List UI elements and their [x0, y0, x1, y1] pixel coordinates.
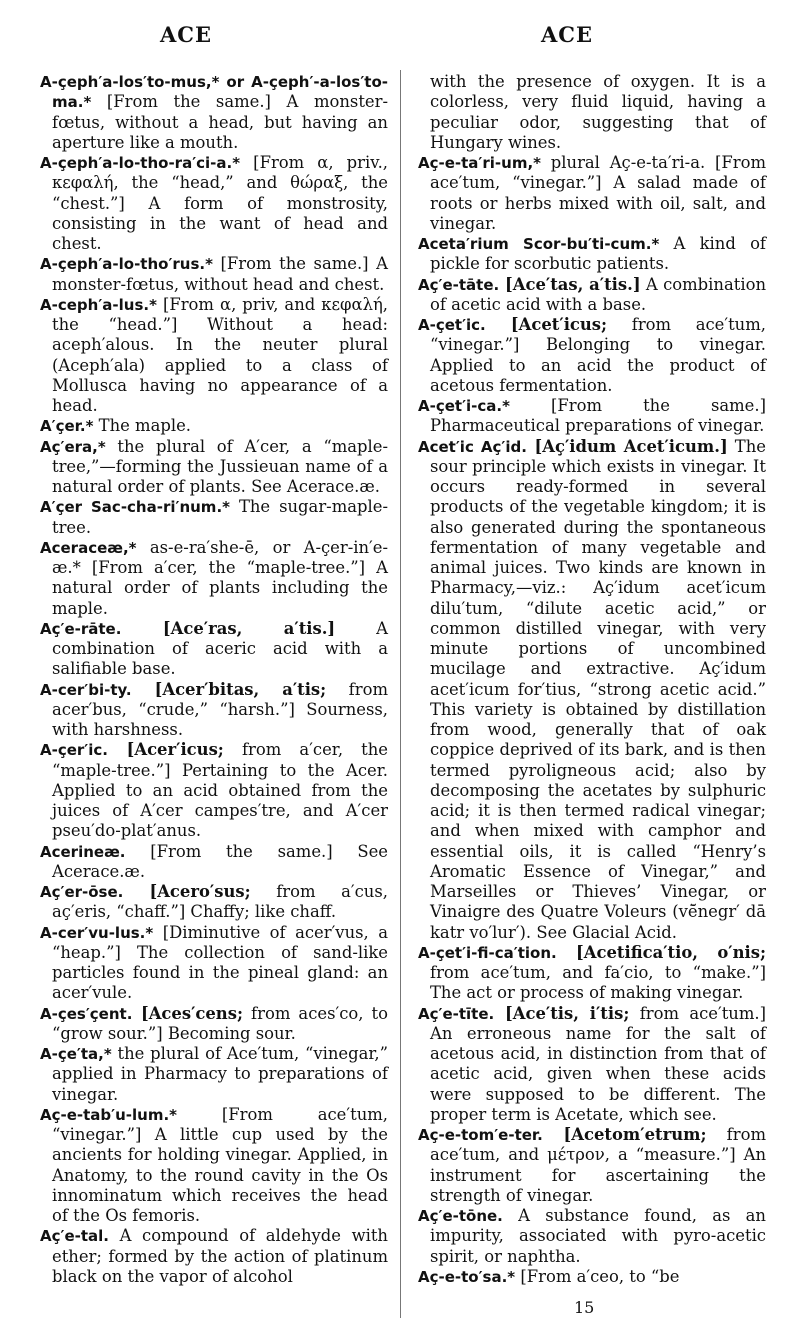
- entry-headword: Acet′ic Aç′id.: [418, 437, 527, 456]
- dictionary-entry: [40, 1004, 388, 1045]
- entry-headword: Aç-e-ta′ri-um,*: [418, 154, 541, 172]
- dictionary-entry: [40, 254, 388, 295]
- entry-definition: [From the same.] A monster-fœtus, without head and chest.: [52, 254, 388, 294]
- entry-definition: from a′cer, the “maple-tree.”] Pertaining to the Acer. Applied to an acid obtained from the juices of A′cer campes′tre, and A′cer pseu′do-plat′anus.: [52, 740, 389, 841]
- entry-definition: [From α, priv, and κεφαλή, the “head.”] Without a head: aceph′alous. In the neuter plural (Aceph′ala) applied to a class of Mollusca having no appearance of a head.: [52, 294, 388, 415]
- entry-headword: Aç-e-tab′u-lum.*: [40, 1105, 178, 1124]
- entry-latin-form: [Acero′sus;: [123, 882, 251, 901]
- right-column: [418, 72, 766, 1287]
- dictionary-entry: [418, 72, 766, 153]
- entry-headword: A-cer′bi-ty.: [40, 680, 132, 699]
- dictionary-entry: [418, 1004, 766, 1126]
- entry-definition: from aces′co, to “grow sour.”] Becoming sour.: [52, 1003, 388, 1043]
- dictionary-entry: [418, 153, 766, 234]
- dictionary-entry: [418, 1125, 766, 1206]
- entry-headword: A′çer.*: [40, 417, 94, 436]
- dictionary-entry: [418, 396, 766, 437]
- entry-latin-form: [Acer′icus;: [107, 740, 224, 760]
- entry-definition: [Diminutive of acer′vus, a “heap.”] The collection of sand-like particles found in the pineal gland: an acer′vule.: [52, 922, 388, 1003]
- entry-latin-form: [Acetifica′tio, o′nis;: [556, 942, 766, 962]
- entry-definition: [From the same.] See Acerace.æ.: [52, 841, 388, 881]
- entry-headword: Aceta′rium Scor-bu′ti-cum.*: [418, 235, 660, 253]
- entry-definition: with the presence of oxygen. It is a colorless, very fluid liquid, having a peculiar odor, suggesting that of Hungary wines.: [430, 72, 766, 152]
- running-head-right: ACE: [541, 22, 594, 47]
- entry-definition: [From ace′tum, “vinegar.”] A little cup used by the ancients for holding vinegar. Applied, in Anatomy, to the round cavity in the Os innominatum which receives the head of the Os femoris.: [52, 1104, 388, 1225]
- column-divider: [400, 70, 401, 1318]
- entry-definition: A substance found, as an impurity, associated with pyro-acetic spirit, or naphtha.: [430, 1206, 766, 1266]
- page-number: 15: [574, 1298, 595, 1317]
- entry-definition: A combination of aceric acid with a salifiable base.: [52, 618, 388, 679]
- dictionary-entry: [40, 538, 388, 619]
- entry-headword: Acerineæ.: [40, 842, 126, 861]
- entry-definition: the plural of A′cer, a “maple-tree,”—forming the Jussieuan name of a natural order of plants. See Acerace.æ.: [52, 436, 388, 496]
- entry-latin-form: [Ace′tis, i′tis;: [494, 1003, 630, 1023]
- entry-definition: [From the same.] Pharmaceutical preparations of vinegar.: [430, 396, 766, 436]
- entry-headword: Aç′era,*: [40, 437, 106, 456]
- entry-headword: Aç′e-tāte.: [418, 275, 500, 294]
- left-column: [40, 72, 388, 1287]
- dictionary-entry: [418, 1267, 766, 1287]
- entry-definition: The sugar-maple-tree.: [52, 497, 388, 537]
- entry-headword: Aç′e-tōne.: [418, 1207, 503, 1225]
- entry-headword: Aç′er-ōse.: [40, 883, 124, 901]
- entry-headword: A-çeph′a-lo-tho-ra′ci-a.*: [40, 154, 241, 172]
- dictionary-entry: [418, 943, 766, 1004]
- entry-headword: Aç′e-tīte.: [418, 1004, 495, 1023]
- dictionary-entry: [40, 295, 388, 417]
- dictionary-entry: [40, 1226, 388, 1287]
- entry-headword: A-çet′ic.: [418, 316, 486, 334]
- entry-latin-form: [Acet′icus;: [485, 315, 608, 334]
- entry-definition: The sour principle which exists in vinegar. It occurs ready-formed in several products of the vegetable kingdom; it is also generated during the spontaneous fermentation of many vegetable and animal juices. Two kinds are known in Pharmacy,—viz.: Aç′idum acet′icum dilu′tum, “dilute acetic acid,” or common distilled vinegar, with very minute portions of uncombined mucilage and extractive. Aç′idum acet′icum for′tius, “strong acetic acid.” This variety is obtained by distillation from wood, generally that of oak coppice deprived of its bark, and is then termed pyroligneous acid; also by decomposing the acetates by sulphuric acid; it is then termed radical vinegar; and when mixed with camphor and essential oils, it is called “Henry’s Aromatic Essence of Vinegar,” and Marseilles or Thieves’ Vinegar, or Vinaigre des Quatre Voleurs (vē̆negr′ dā katr vo′lur′). See Glacial Acid.: [430, 436, 767, 942]
- entry-definition: [From a′ceo, to “be: [515, 1266, 680, 1286]
- entry-definition: A combination of acetic acid with a base.: [430, 274, 766, 314]
- entry-headword: Aç-e-tom′e-ter.: [418, 1126, 543, 1144]
- entry-definition: from a′cus, aç′eris, “chaff.”] Chaffy; like chaff.: [52, 882, 388, 922]
- dictionary-entry: [40, 680, 388, 741]
- dictionary-entry: [418, 437, 766, 943]
- entry-definition: from ace′tum, “vinegar.”] Belonging to vinegar. Applied to an acid the product of acetous fermentation.: [430, 315, 766, 395]
- entry-headword: Aç′e-tal.: [40, 1227, 109, 1246]
- entry-latin-form: [Ace′tas, a′tis.]: [499, 274, 641, 294]
- entry-headword: A-çet′i-fi-ca′tion.: [418, 943, 557, 962]
- dictionary-entry: [418, 315, 766, 396]
- dictionary-entry: [40, 497, 388, 538]
- dictionary-entry: [40, 842, 388, 883]
- entry-headword: A-çer′ic.: [40, 741, 108, 760]
- dictionary-entry: [40, 437, 388, 498]
- entry-headword: A-cer′vu-lus.*: [40, 923, 154, 942]
- dictionary-entry: [40, 1105, 388, 1227]
- entry-headword: A-çes′çent.: [40, 1004, 133, 1023]
- entry-latin-form: [Acer′bitas, a′tis;: [131, 679, 327, 699]
- dictionary-entry: [40, 153, 388, 254]
- entry-headword: A′çer Sac-cha-ri′num.*: [40, 498, 230, 517]
- entry-headword: Aç-e-to′sa.*: [418, 1267, 516, 1286]
- entry-definition: [From α, priv., κεφαλή, the “head,” and θώραξ, the “chest.”] A form of monstrosity, consisting in the want of head and chest.: [52, 153, 388, 253]
- entry-definition: from ace′tum.] An erroneous name for the salt of acetous acid, in distinction from that of acetic acid, given when these acids were supposed to be different. The proper term is Acetate, which see.: [430, 1003, 766, 1124]
- entry-latin-form: [Aç′idum Acet′icum.]: [526, 436, 728, 456]
- entry-headword: A-çeph′a-lo-tho′rus.*: [40, 255, 213, 274]
- dictionary-entry: [40, 1044, 388, 1105]
- entry-definition: from ace′tum, and fa′cio, to “make.”] The act or process of making vinegar.: [430, 963, 766, 1003]
- dictionary-entry: [418, 1206, 766, 1267]
- entry-latin-form: [Aces′cens;: [132, 1003, 243, 1023]
- entry-definition: [From the same.] A monster-fœtus, without a head, but having an aperture like a mouth.: [52, 92, 388, 152]
- entry-headword: A-çeph′a-los′to-mus,* or A-çeph′-a-los′to-ma.*: [40, 73, 388, 112]
- entry-definition: A compound of aldehyde with ether; formed by the action of platinum black on the vapor of alcohol: [52, 1226, 388, 1286]
- entry-definition: as-e-ra′she-ē, or A-çer-in′e-æ.* [From a′cer, the “maple-tree.”] A natural order of plants including the maple.: [52, 537, 388, 618]
- entry-definition: from ace′tum, and μέτρον, a “measure.”] An instrument for ascertaining the strength of vinegar.: [430, 1125, 766, 1205]
- entry-latin-form: [Acetom′etrum;: [542, 1125, 707, 1144]
- dictionary-entry: [40, 882, 388, 923]
- entry-headword: A-çe′ta,*: [40, 1045, 112, 1063]
- entry-definition: The maple.: [93, 416, 192, 436]
- entry-headword: Aç′e-rāte.: [40, 619, 122, 638]
- dictionary-entry: [418, 234, 766, 275]
- dictionary-entry: [40, 619, 388, 680]
- entry-headword: A-ceph′a-lus.*: [40, 295, 157, 314]
- dictionary-entry: [40, 740, 388, 841]
- dictionary-entry: [40, 923, 388, 1004]
- dictionary-entry: [418, 275, 766, 316]
- entry-latin-form: [Ace′ras, a′tis.]: [121, 618, 336, 638]
- running-head-left: ACE: [160, 22, 213, 47]
- entry-definition: A kind of pickle for scorbutic patients.: [430, 234, 767, 274]
- entry-headword: A-çet′i-ca.*: [418, 397, 510, 415]
- entry-definition: from acer′bus, “crude,” “harsh.”] Sourness, with harshness.: [52, 679, 388, 739]
- entry-headword: Aceraceæ,*: [40, 538, 137, 557]
- dictionary-entry: [40, 416, 388, 436]
- entry-definition: plural Aç-e-ta′ri-a. [From ace′tum, “vinegar.”] A salad made of roots or herbs mixed with oil, salt, and vinegar.: [430, 153, 766, 233]
- entry-definition: the plural of Ace′tum, “vinegar,” applied in Pharmacy to preparations of vinegar.: [52, 1044, 388, 1104]
- dictionary-entry: [40, 72, 388, 153]
